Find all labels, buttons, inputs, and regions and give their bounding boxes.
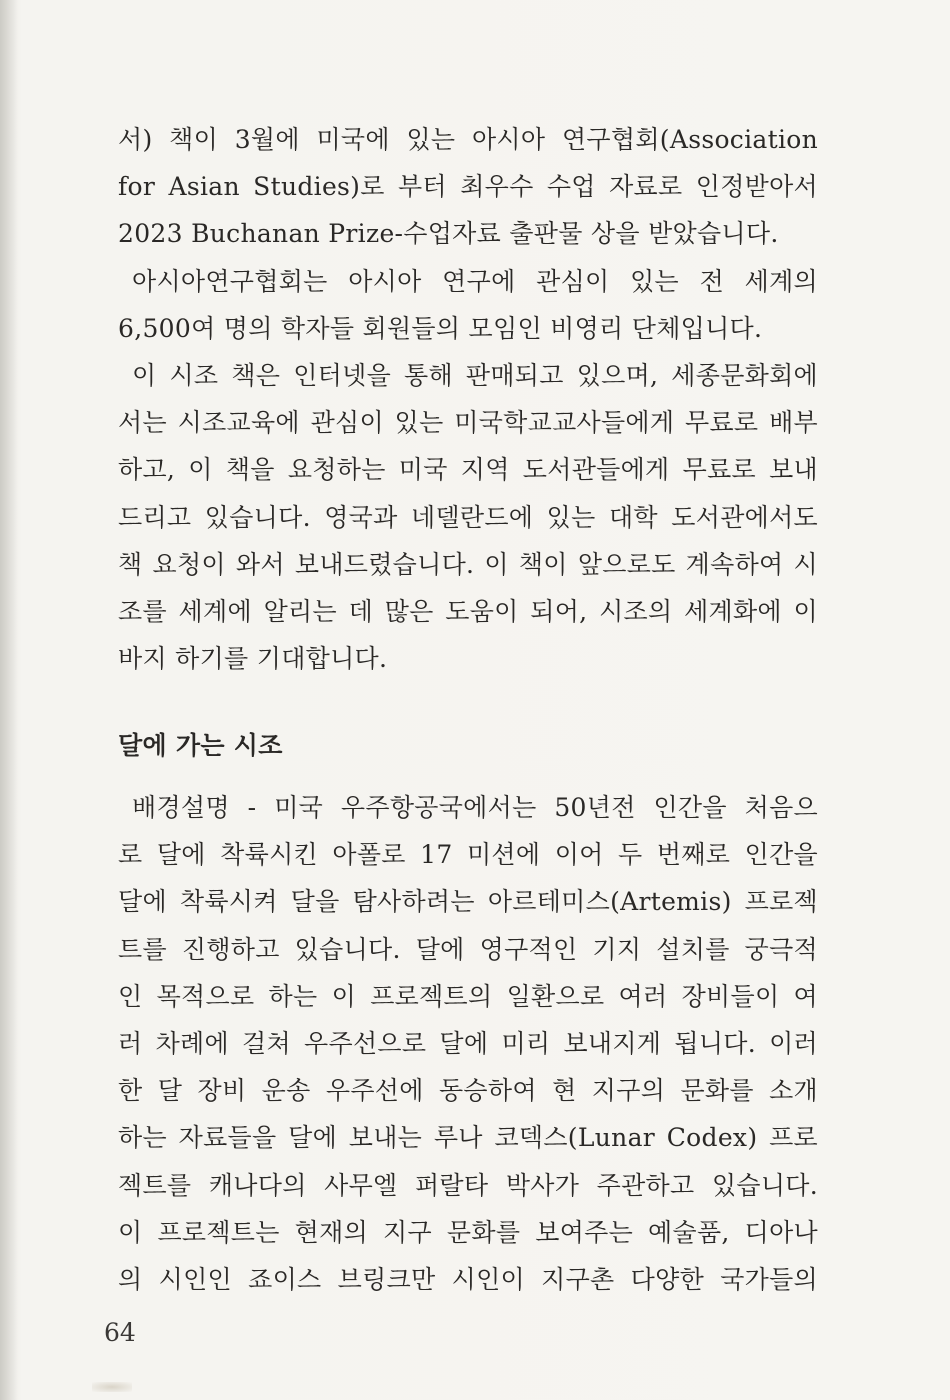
text-line: 하는 자료들을 달에 보내는 루나 코덱스(Lunar Codex) 프로 bbox=[118, 1123, 818, 1153]
text-line: for Asian Studies)로 부터 최우수 수업 자료로 인정받아서 bbox=[118, 172, 818, 202]
text-line: 트를 진행하고 있습니다. 달에 영구적인 기지 설치를 궁극적 bbox=[118, 934, 818, 964]
text-line: 젝트를 캐나다의 사무엘 퍼랄타 박사가 주관하고 있습니다. bbox=[118, 1170, 818, 1200]
text-line: 드리고 있습니다. 영국과 네델란드에 있는 대학 도서관에서도 bbox=[118, 502, 818, 532]
text-line: 의 시인인 죠이스 브링크만 시인이 지구촌 다양한 국가들의 bbox=[118, 1264, 818, 1294]
text-line: 한 달 장비 운송 우주선에 동승하여 현 지구의 문화를 소개 bbox=[118, 1076, 818, 1106]
text-line: 2023 Buchanan Prize-수업자료 출판물 상을 받았습니다. bbox=[118, 219, 779, 249]
text-line: 6,500여 명의 학자들 회원들의 모임인 비영리 단체입니다. bbox=[118, 313, 763, 343]
page-number: 64 bbox=[104, 1318, 136, 1347]
text-line: 배경설명 - 미국 우주항공국에서는 50년전 인간을 처음으 bbox=[132, 793, 818, 822]
text-line: 로 달에 착륙시킨 아폴로 17 미션에 이어 두 번째로 인간을 bbox=[118, 840, 818, 870]
text-line: 조를 세계에 알리는 데 많은 도움이 되어, 시조의 세계화에 이 bbox=[118, 596, 818, 626]
text-line: 바지 하기를 기대합니다. bbox=[118, 644, 388, 674]
top-body-text bbox=[118, 116, 818, 682]
text-line: 러 차례에 걸쳐 우주선으로 달에 미리 보내지게 됩니다. 이러 bbox=[118, 1028, 818, 1058]
text-line: 책 요청이 와서 보내드렸습니다. 이 책이 앞으로도 계속하여 시 bbox=[118, 549, 818, 579]
text-line: 이 프로젝트는 현재의 지구 문화를 보여주는 예술품, 디아나 bbox=[118, 1217, 818, 1247]
gutter-shadow bbox=[0, 0, 18, 1400]
text-line: 인 목적으로 하는 이 프로젝트의 일환으로 여러 장비들이 여 bbox=[118, 981, 818, 1011]
text-line: 하고, 이 책을 요청하는 미국 지역 도서관들에게 무료로 보내 bbox=[118, 455, 818, 485]
text-line: 서는 시조교육에 관심이 있는 미국학교교사들에게 무료로 배부 bbox=[118, 408, 818, 438]
text-line: 달에 착륙시켜 달을 탐사하려는 아르테미스(Artemis) 프로젝 bbox=[118, 887, 818, 917]
text-line: 이 시조 책은 인터넷을 통해 판매되고 있으며, 세종문화회에 bbox=[132, 360, 818, 390]
bottom-body-text bbox=[118, 784, 818, 1303]
text-line: 서) 책이 3월에 미국에 있는 아시아 연구협회(Association bbox=[118, 125, 818, 154]
section-heading: 달에 가는 시조 bbox=[118, 731, 283, 760]
text-line: 아시아연구협회는 아시아 연구에 관심이 있는 전 세계의 bbox=[132, 266, 818, 296]
paper-smudge bbox=[92, 1382, 132, 1392]
